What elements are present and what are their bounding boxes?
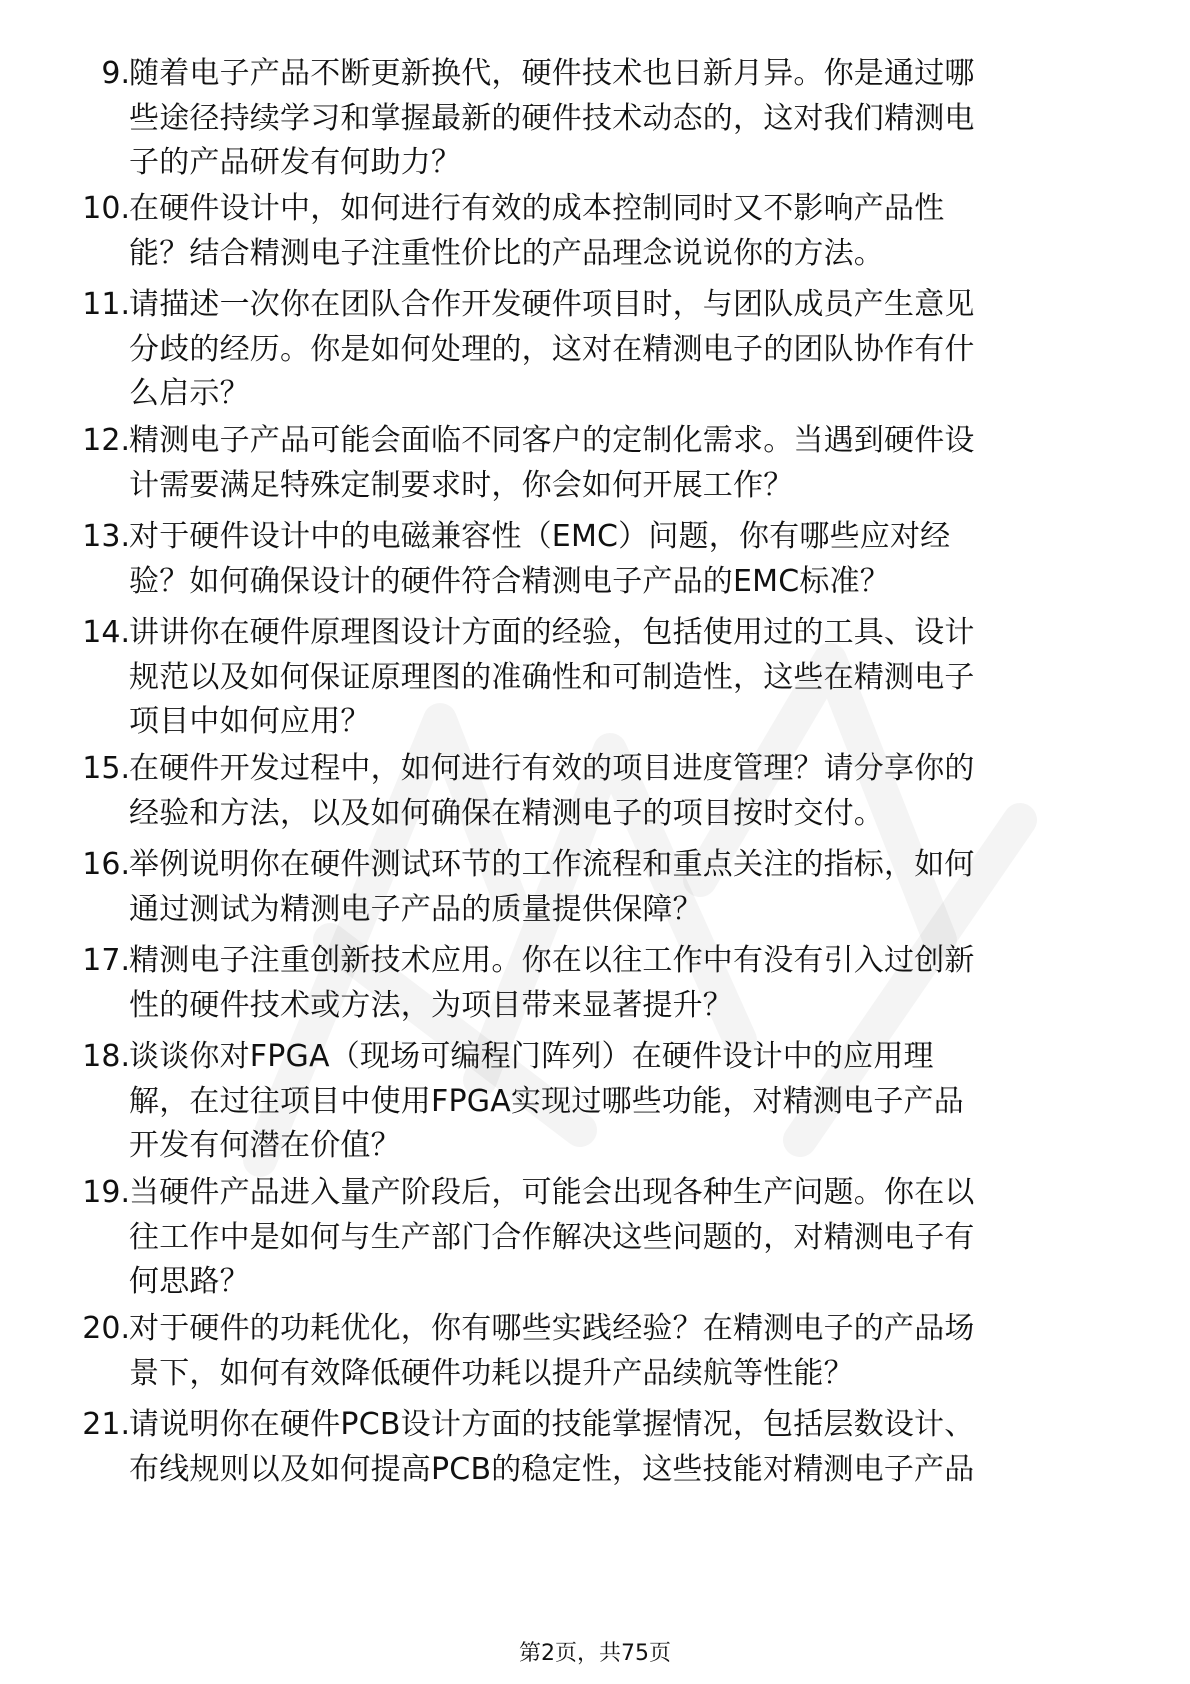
question-text-line: 子的产品研发有何助力？ (129, 145, 462, 180)
question-text (129, 1035, 1129, 1169)
question-text-line: 举例说明你在硬件测试环节的工作流程和重点关注的指标，如何 (129, 847, 975, 882)
question-text-line: 能？结合精测电子注重性价比的产品理念说说你的方法。 (129, 235, 884, 271)
question-text-line: 验？如何确保设计的硬件符合精测电子产品的EMC标准？ (129, 563, 890, 599)
question-number: 13. (82, 519, 130, 554)
question-text-line: 在硬件设计中，如何进行有效的成本控制同时又不影响产品性 (129, 191, 945, 226)
question-text-line: 分歧的经历。你是如何处理的，这对在精测电子的团队协作有什 (129, 331, 975, 367)
question-text-line: 请描述一次你在团队合作开发硬件项目时，与团队成员产生意见 (129, 287, 975, 322)
question-text (129, 52, 1129, 186)
question-text-line: 布线规则以及如何提高PCB的稳定性，这些技能对精测电子产品 (129, 1451, 975, 1487)
question-text-line: 性的硬件技术或方法，为项目带来显著提升？ (129, 987, 733, 1023)
question-text-line: 规范以及如何保证原理图的准确性和可制造性，这些在精测电子 (129, 659, 975, 695)
question-text-line: 对于硬件设计中的电磁兼容性（EMC）问题，你有哪些应对经 (129, 519, 951, 554)
question-text (129, 1171, 1129, 1305)
question-text-line: 解，在过往项目中使用FPGA实现过哪些功能，对精测电子产品 (129, 1083, 964, 1119)
question-text (129, 1307, 1129, 1396)
question-text-line: 么启示？ (129, 376, 250, 411)
question-number: 17. (82, 943, 130, 978)
question-text (129, 515, 1129, 604)
page-number-footer: 第2页，共75页 (519, 1641, 671, 1666)
question-text-line: 谈谈你对FPGA（现场可编程门阵列）在硬件设计中的应用理 (129, 1039, 934, 1074)
question-number: 19. (82, 1175, 130, 1210)
question-number: 9. (101, 56, 130, 91)
question-number: 21. (82, 1407, 130, 1442)
question-text-line: 请说明你在硬件PCB设计方面的技能掌握情况，包括层数设计、 (129, 1407, 975, 1442)
question-text-line: 在硬件开发过程中，如何进行有效的项目进度管理？请分享你的 (129, 751, 975, 786)
question-number: 15. (82, 751, 130, 786)
question-text-line: 精测电子产品可能会面临不同客户的定制化需求。当遇到硬件设 (129, 423, 975, 458)
question-number: 18. (82, 1039, 130, 1074)
question-text (129, 939, 1129, 1028)
question-number: 16. (82, 847, 130, 882)
question-number: 12. (82, 423, 130, 458)
question-number: 14. (82, 615, 130, 650)
question-text (129, 611, 1129, 745)
question-number: 11. (82, 287, 130, 322)
question-text-line: 计需要满足特殊定制要求时，你会如何开展工作？ (129, 467, 794, 503)
question-text (129, 747, 1129, 836)
question-text-line: 随着电子产品不断更新换代，硬件技术也日新月异。你是通过哪 (129, 56, 975, 91)
question-text (129, 187, 1129, 276)
question-text-line: 经验和方法，以及如何确保在精测电子的项目按时交付。 (129, 795, 884, 831)
question-text (129, 1403, 1129, 1492)
question-text-line: 些途径持续学习和掌握最新的硬件技术动态的，这对我们精测电 (129, 100, 975, 136)
question-text-line: 讲讲你在硬件原理图设计方面的经验，包括使用过的工具、设计 (129, 615, 975, 650)
question-text (129, 419, 1129, 508)
question-text-line: 当硬件产品进入量产阶段后，可能会出现各种生产问题。你在以 (129, 1175, 975, 1210)
question-text (129, 283, 1129, 417)
question-number: 10. (82, 191, 130, 226)
question-text-line: 景下，如何有效降低硬件功耗以提升产品续航等性能？ (129, 1355, 854, 1391)
question-number: 20. (82, 1311, 130, 1346)
question-text-line: 往工作中是如何与生产部门合作解决这些问题的，对精测电子有 (129, 1219, 975, 1255)
question-text-line: 精测电子注重创新技术应用。你在以往工作中有没有引入过创新 (129, 943, 975, 978)
question-text-line: 对于硬件的功耗优化，你有哪些实践经验？在精测电子的产品场 (129, 1311, 975, 1346)
question-text-line: 开发有何潜在价值？ (129, 1128, 401, 1163)
question-text (129, 843, 1129, 932)
question-text-line: 项目中如何应用？ (129, 704, 371, 739)
question-text-line: 通过测试为精测电子产品的质量提供保障？ (129, 891, 703, 927)
question-text-line: 何思路？ (129, 1264, 250, 1299)
